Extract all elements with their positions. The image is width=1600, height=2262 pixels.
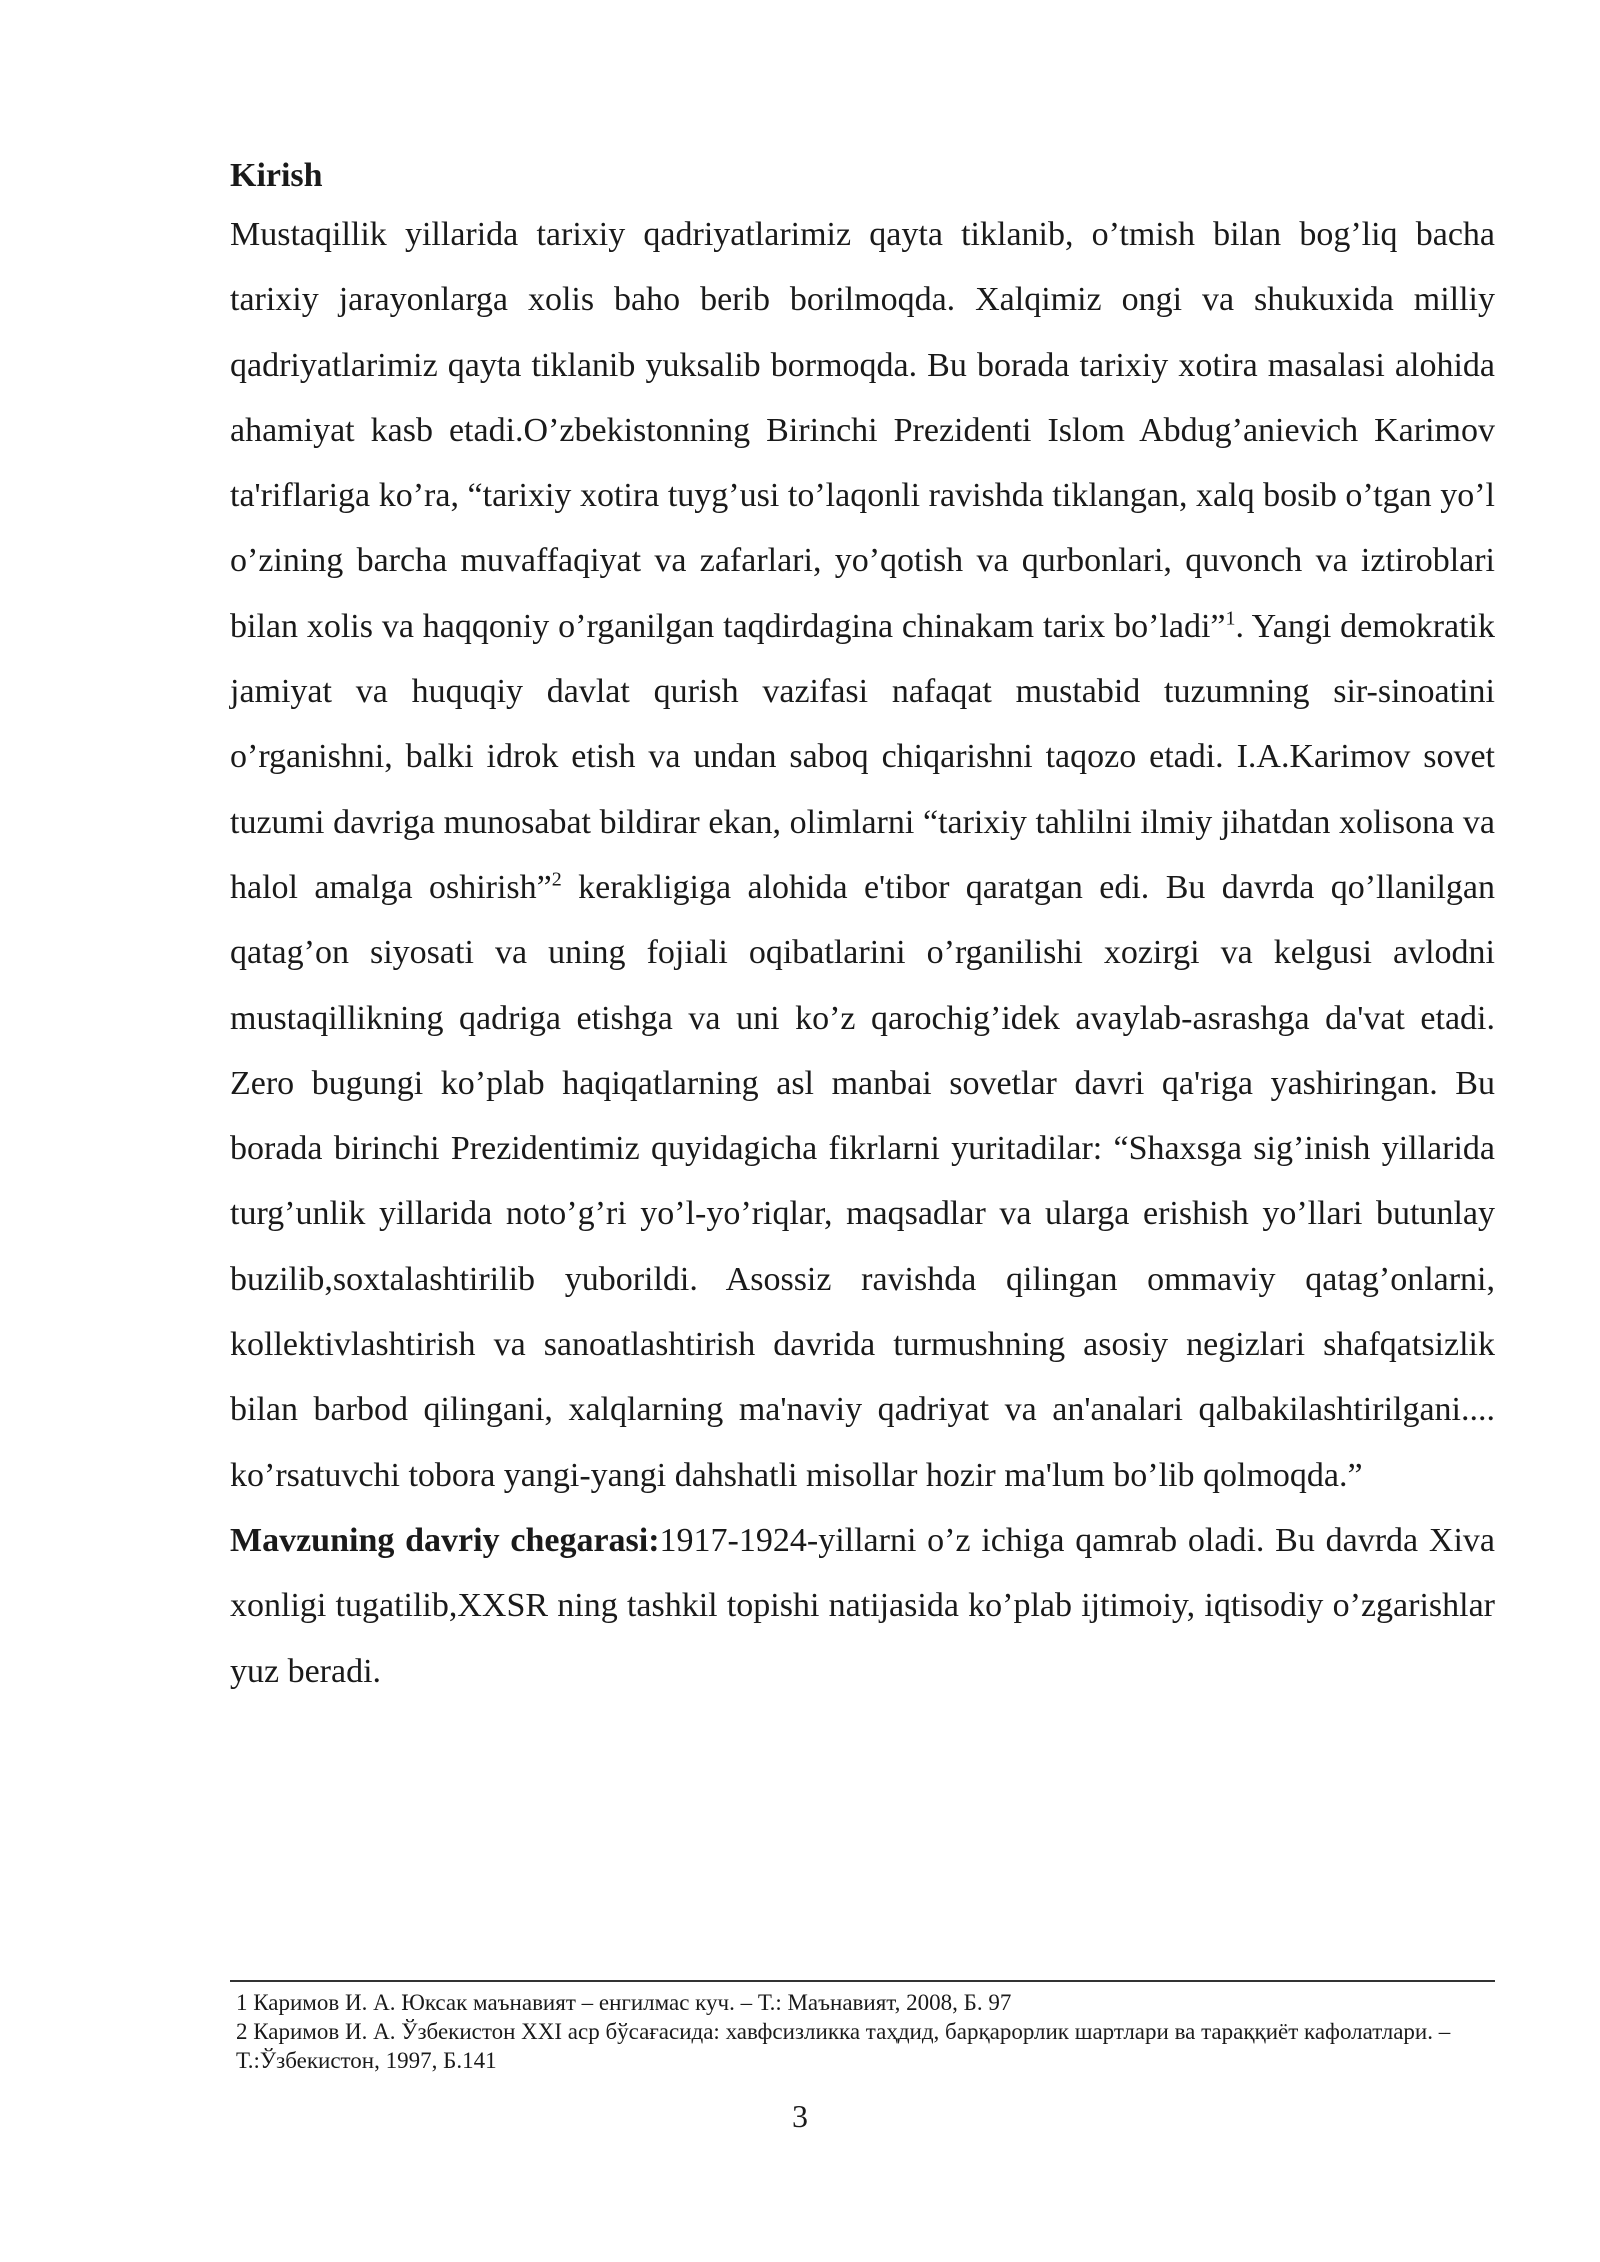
period-text: 1917-1924-yillarni o’z ichiga qamrab oladi. Bu davrda Xiva xonligi tugatilib,XXSR ning tashkil topishi natijasida ko’plab ijtimoiy, iqtisodiy o’zgarishlar yuz beradi. — [230, 1521, 1496, 1690]
footnote-ref-2[interactable]: 2 — [551, 868, 562, 891]
main-text — [230, 150, 1495, 1704]
intro-text-part1: Mustaqillik yillarida tarixiy qadriyatlarimiz qayta tiklanib, o’tmish bilan bog’liq bacha tarixiy jarayonlarga xolis baho berib borilmoqda. Xalqimiz ongi va shukuxida milliy qadriyatlarimiz qayta tiklanib yuksalib bormoqda. Bu borada tarixiy xotira masalasi alohida ahamiyat kasb etadi.O’zbekistonning Birinchi Prezidenti Islom Abdug’anievich Karimov ta'riflariga ko’ra, “tarixiy xotira tuyg’usi to’laqonli ravishda tiklangan, xalq bosib o’tgan yo’l o’zining barcha muvaffaqiyat va zafarlari, yo’qotish va qurbonlari, quvonch va iztiroblari bilan xolis va haqqoniy o’rganilgan taqdirdagina chinakam tarix bo’ladi” — [230, 216, 1495, 645]
page-number: 3 — [792, 2098, 808, 2134]
intro-text-part2: . Yangi demokratik jamiyat va huquqiy davlat qurish vazifasi nafaqat mustabid tuzumning sir-sinoatini o’rganishni, balki idrok etish va undan saboq chiqarishni taqozo etadi. I.A.Karimov sovet tuzumi davriga munosabat bildirar ekan, olimlarni “tarixiy tahlilni ilmiy jihatdan xolisona va halol amalga oshirish” — [230, 607, 1495, 906]
section-heading: Kirish — [230, 157, 323, 194]
period-lead: Mavzuning davriy chegarasi: — [230, 1521, 660, 1559]
footnotes-section — [230, 1980, 1495, 2075]
footnote-2: 2 Каримов И. А. Ўзбекистон XXI аср бўсағасида: хавфсизликка таҳдид, барқарорлик шартлари ва тараққиёт кафолатлари. –Т.:Ўзбекистон, 1997, Б.141 — [236, 2019, 1451, 2073]
intro-text-part3: kerakligiga alohida e'tibor qaratgan edi. Bu davrda qo’llanilgan qatag’on siyosati va uning fojiali oqibatlarini o’rganilishi xozirgi va kelgusi avlodni mustaqillikning qadriga etishga va uni ko’z qarochig’idek avaylab-asrashga da'vat etadi. Zero bugungi ko’plab haqiqatlarning asl manbai sovetlar davri qa'riga yashiringan. Bu borada birinchi Prezidentimiz quyidagicha fikrlarni yuritadilar: “Shaxsga sig’inish yillarida turg’unlik yillarida noto’g’ri yo’l-yo’riqlar, maqsadlar va ularga erishish yo’llari butunlay buzilib,soxtalashtirilib yuborildi. Asossiz ravishda qilingan ommaviy qatag’onlarni, kollektivlashtirish va sanoatlashtirish davrida turmushning asosiy negizlari shafqatsizlik bilan barbod qilingani, xalqlarning ma'naviy qadriyat va an'analari qalbakilashtirilgani.... ko’rsatuvchi tobora yangi-yangi dahshatli misollar hozir ma'lum bo’lib qolmoqda.” — [230, 868, 1495, 1494]
period-paragraph — [230, 1508, 1495, 1704]
footnote-ref-1[interactable]: 1 — [1225, 607, 1236, 630]
intro-paragraph — [230, 202, 1495, 1508]
footnote-1: 1 Каримов И. А. Юксак маънавият – енгилмас куч. – Т.: Маънавият, 2008, Б. 97 — [236, 1990, 1012, 2015]
